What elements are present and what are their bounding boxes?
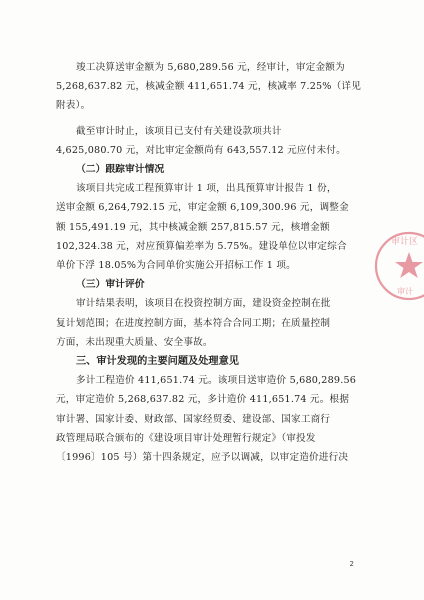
text-line: 4,625,080.70 元，对比审定金额尚有 643,557.12 元应付未付。 bbox=[56, 144, 346, 156]
paragraph-payments bbox=[56, 122, 382, 160]
heading-tracking-audit: （二）跟踪审计情况 bbox=[76, 164, 165, 176]
text-line: 单价下浮 18.05%为合同单价实施公开招标工作 1 项。 bbox=[56, 260, 296, 272]
text-line: 审计结果表明，该项目在投资控制方面，建设资金控制在批 bbox=[76, 298, 331, 310]
paragraph-final-accounts bbox=[56, 58, 382, 116]
paragraph-overstated-cost bbox=[56, 371, 382, 467]
text-line: 竣工决算送审金额为 5,680,289.56 元，经审计，审定金额为 bbox=[76, 62, 345, 73]
text-line: 复计划范围；在进度控制方面，基本符合合同工期；在质量控制 bbox=[56, 317, 331, 329]
page-number: 2 bbox=[349, 560, 354, 568]
text-line: 附表）。 bbox=[56, 100, 91, 112]
stamp-text-bottom: 审计 bbox=[397, 287, 413, 296]
text-line: 元，审定造价 5,268,637.82 元，多计造价 411,651.74 元。根据 bbox=[56, 394, 350, 406]
red-star-seal-icon bbox=[371, 226, 424, 306]
text-line: 多计工程造价 411,651.74 元。该项目送审造价 5,680,289.56 bbox=[76, 375, 357, 387]
paragraph-budget-audit bbox=[56, 179, 382, 275]
heading-audit-evaluation: （三）审计评价 bbox=[76, 279, 145, 291]
paragraph-evaluation bbox=[56, 294, 382, 352]
text-line: 该项目共完成工程预算审计 1 项，出具预算审计报告 1 份， bbox=[76, 183, 337, 195]
text-line: 102,324.38 元，对应预算偏差率为 5.75%。建设单位以审定综合 bbox=[56, 240, 347, 252]
text-line: 送审金额 6,264,792.15 元，审定金额 6,109,300.96 元，调整金 bbox=[56, 202, 349, 214]
text-line: 5,268,637.82 元，核减金额 411,651.74 元，核减率 7.25%（详见 bbox=[56, 81, 362, 93]
text-line: 〔1996〕105 号）第十四条规定，应予以调减，以审定造价进行决 bbox=[56, 452, 349, 464]
text-line: 政管理局联合颁布的《建设项目审计处理暂行规定》（审投发 bbox=[56, 432, 316, 444]
text-line: 方面，未出现重大质量、安全事故。 bbox=[56, 336, 213, 348]
text-line: 截至审计时止，该项目已支付有关建设款项共计 bbox=[76, 125, 282, 137]
text-line: 额 155,491.19 元，其中核减金额 257,815.57 元，核增金额 bbox=[56, 221, 330, 233]
heading-main-issues: 三、审计发现的主要问题及处理意见 bbox=[76, 356, 239, 368]
document-body bbox=[56, 58, 382, 467]
text-line: 审计署、国家计委、财政部、国家经贸委、建设部、国家工商行 bbox=[56, 413, 331, 425]
stamp-text-top: 审计区 bbox=[391, 237, 419, 247]
